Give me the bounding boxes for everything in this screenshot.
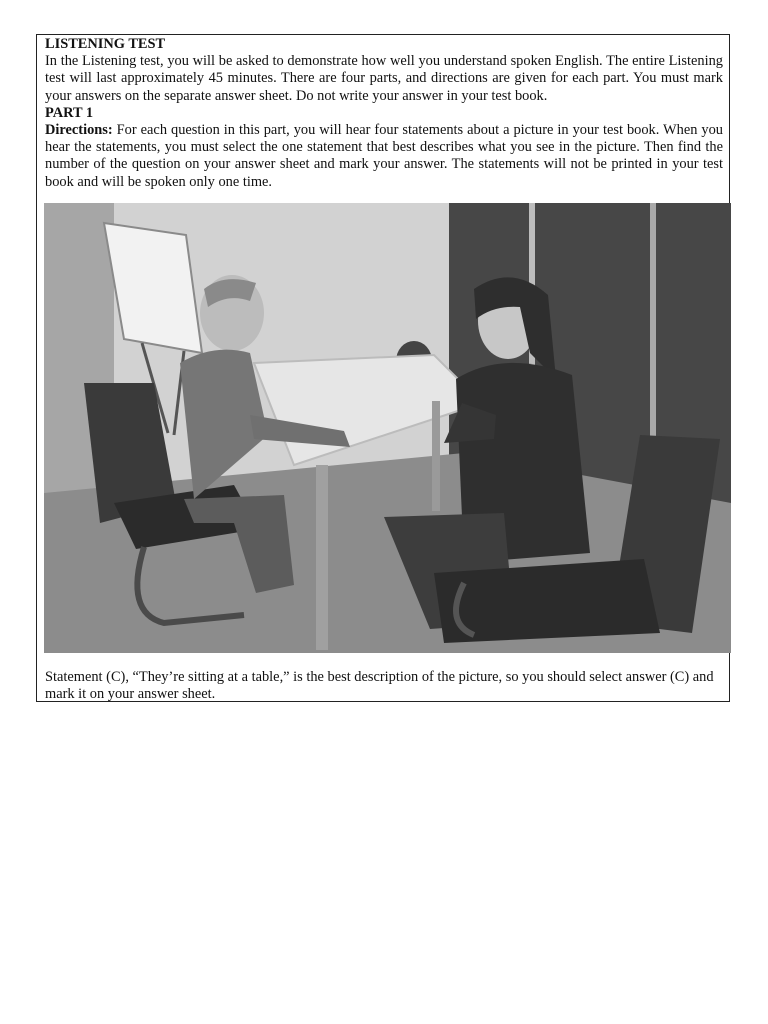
statement-block <box>45 669 725 703</box>
directions-paragraph <box>45 122 723 191</box>
document-title: LISTENING TEST <box>45 36 166 52</box>
test-photo <box>44 203 731 653</box>
part-heading: PART 1 <box>45 104 94 121</box>
test-page-frame <box>36 34 730 702</box>
answer-statement: Statement (C), “They’re sitting at a table,” is the best description of the picture, so you should select answer (C) and mark it on your answer sheet. <box>45 669 714 703</box>
directions-label: Directions: <box>45 122 113 139</box>
intro-paragraph: In the Listening test, you will be asked to demonstrate how well you understand spoken English. The entire Listening test will last approximately 45 minutes. There are four parts, and directions are given for each part. You must mark your answers on the separate answer sheet. Do not write your answer in your test book. <box>45 53 723 104</box>
meeting-room-illustration <box>44 203 731 653</box>
instructions-block <box>45 36 723 191</box>
directions-text: For each question in this part, you will hear four statements about a picture in your test book. When you hear the statements, you must select the one statement that best describes what you see in the picture. Then find the number of the question on your answer sheet and mark your answer. The statements will not be printed in your test book and will be spoken only one time. <box>45 122 723 190</box>
